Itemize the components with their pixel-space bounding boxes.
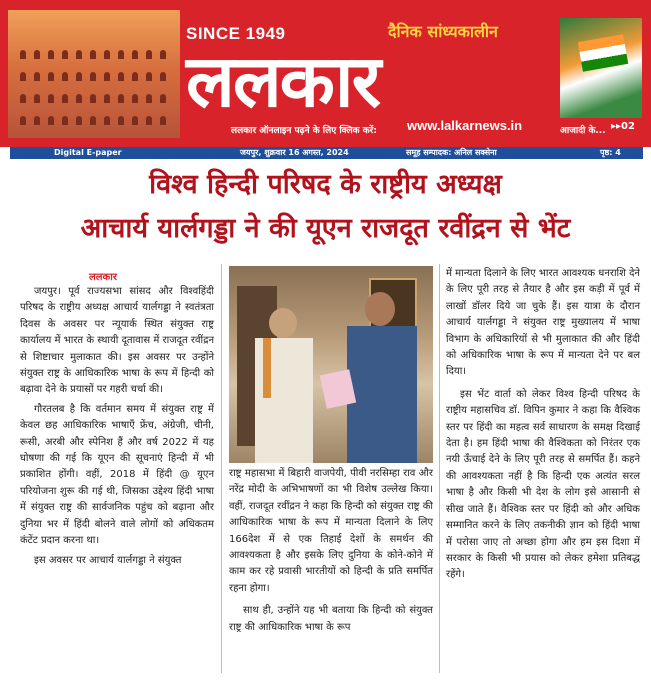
column-divider: [221, 264, 222, 673]
newspaper-logo: ललकार: [186, 39, 380, 123]
person-head: [365, 292, 395, 326]
info-bar: [10, 147, 643, 159]
column-divider: [439, 264, 440, 673]
paragraph: गौरतलब है कि वर्तमान समय में संयुक्त राष्ट्र में केवल छह आधिकारिक भाषाएँ फ्रेंच, अंग्रेजी, चीनी, रूसी, अरबी और स्पेनिश हैं और वर्ष 2022 में यह घोषणा की गई कि यूएन की सूचनाएं हिन्दी में भी प्रकाशित होंगी। वहीं, 2018 में हिंदी @ यूएन परियोजना शुरू की गई थी, जिसका उद्देश्य हिंदी भाषा में संयुक्त राष्ट्र की सार्वजनिक पहुंच को बढ़ाना और दुनिया भर में हिंदी बोलने वाले लोगों को अधिकतम कंटेंट प्रदान करना था।: [20, 403, 214, 547]
flag-icon: [578, 34, 629, 72]
headline-line-1: विश्व हिन्दी परिषद के राष्ट्रीय अध्यक्ष: [149, 169, 502, 200]
paragraph: इस भेंट वार्ता को लेकर विश्व हिन्दी परिषद के राष्ट्रीय महासचिव डॉ. विपिन कुमार ने कहा कि वैश्विक स्तर पर हिंदी का महत्व सर्व साधारण के समक्ष दिखाई देता है। हम हिंदी भाषा की वैश्विकता को निरंतर एक नयी ऊँचाई देने के लिए पूरी तरह से समर्पित हैं। कहने की आवश्यकता नहीं है कि हिन्दी एक अत्यंत सरल भाषा है और किसी भी देश के लोग इसे आसानी से सीख जाते हैं। वैश्विक स्तर पर हिंदी को और अधिक सम्मानित करने के लिए तकनीकी ज्ञान को हिंदी भाषा में परोसा जाए तो अच्छा होगा और हम इस दिशा में सरकार के किसी भी प्रयास को लेकर हमेशा प्रतिबद्ध रहेंगे।: [446, 388, 640, 581]
celebration-thumbnail[interactable]: [560, 18, 642, 118]
masthead: [0, 0, 651, 147]
meeting-photo: [229, 266, 433, 463]
editor-credit: समूह सम्पादक: अनिल सक्सेना: [406, 148, 497, 157]
thumbnail-page-number: ▸▸02: [611, 121, 635, 132]
epaper-label[interactable]: Digital E-paper: [54, 148, 122, 157]
paragraph: साथ ही, उन्होंने यह भी बताया कि हिन्दी को संयुक्त राष्ट्र की आधिकारिक भाषा के रूप: [229, 605, 433, 633]
website-link[interactable]: www.lalkarnews.in: [407, 118, 523, 133]
paragraph: में मान्यता दिलाने के लिए भारत आवश्यक धनराशि देने के लिए पूरी तरह से तैयार है और इस कड़ी में पूर्व में लाखों डॉलर दिये जा चुके हैं। इस यात्रा के दौरान आचार्य यार्लगड्डा ने संयुक्त राष्ट्र मुख्यालय में भाषा विभाग के अधिकारियों से भी मुलाकात की और हिंदी को अधिकारिक भाषा के रूप में मान्यता देने पर बल दिया।: [446, 268, 640, 378]
tagline: दैनिक सांध्यकालीन: [388, 22, 498, 41]
person-head: [269, 308, 297, 338]
online-read-text: ललकार ऑनलाइन पढ़ने के लिए क्लिक करें:: [231, 126, 377, 136]
thumbnail-caption: आजादी के...: [560, 126, 606, 136]
dateline: जयपुर, शुक्रवार 16 अगस्त, 2024: [240, 148, 349, 157]
since-label: SINCE 1949: [186, 24, 286, 43]
article-column-1: [20, 284, 214, 569]
stole: [263, 338, 271, 398]
article-column-2: [229, 466, 433, 636]
hawa-mahal-image: [8, 10, 180, 138]
page-count: पृष्ठ: 4: [600, 148, 621, 157]
headline-line-2: आचार्य यार्लगड्डा ने की यूएन राजदूत रवींद्रन से भेंट: [80, 213, 571, 244]
paragraph: इस अवसर पर आचार्य यार्लगड्डा ने संयुक्त: [34, 554, 182, 566]
paragraph: राष्ट्र महासभा में बिहारी वाजपेयी, पीवी नरसिम्हा राव और नरेंद्र मोदी के अभिभाषणों का भी विशेष उल्लेख किया। वहीं, राजदूत रवींद्रन ने कहा कि हिन्दी को संयुक्त राष्ट्र की आधिकारिक भाषा के रूप में मान्यता दिलाने के लिए 166देश में से एक तिहाई देशों के समर्थन की आवश्यकता है और इसके लिए दुनिया के कोने-कोने में काम कर रहे प्रवासी भारतीयों को हिन्दी के प्रति समर्पित रहना होगा।: [229, 468, 433, 594]
thumbnail-page-value: 02: [621, 121, 635, 132]
person-right: [347, 326, 417, 463]
byline: ललकार: [89, 272, 117, 283]
article-column-3: [446, 266, 640, 584]
paragraph: जयपुर। पूर्व राज्यसभा सांसद और विश्वहिंदी परिषद के राष्ट्रीय अध्यक्ष आचार्य यार्लगड्डा ने स्वतंत्रता दिवस के अवसर पर न्यूयार्क स्थित संयुक्त राष्ट्र कार्यालय में भारत के स्थायी दूतावास में राजदूत रवींद्रन से शिष्टाचार मुलाकात की। इस अवसर पर उन्होंने संयुक्त राष्ट्र के आधिकारिक भाषा के रूप में हिन्दी को बढ़ावा देने के प्रयासों पर गहरी चर्चा की।: [20, 286, 214, 396]
